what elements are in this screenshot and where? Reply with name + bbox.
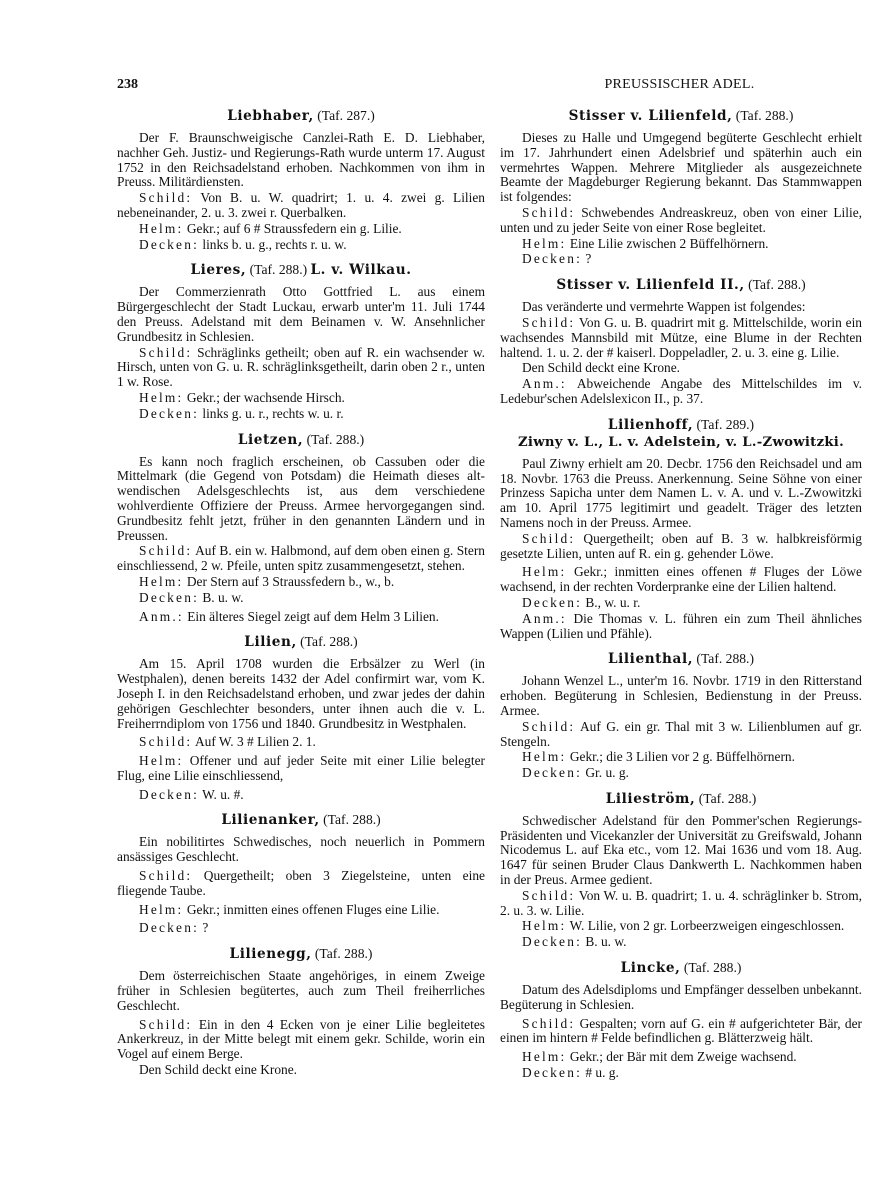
entry-paragraph bbox=[500, 983, 862, 1013]
entry bbox=[117, 811, 485, 936]
entry bbox=[117, 261, 485, 421]
left-column bbox=[117, 103, 485, 1087]
entry-paragraph bbox=[500, 457, 862, 531]
blazon-label: Helm: bbox=[139, 573, 184, 589]
entry-paragraph bbox=[500, 252, 862, 267]
plate-reference: (Taf. 288.) bbox=[323, 812, 381, 828]
entry-heading bbox=[117, 431, 485, 449]
blazon-label: Schild: bbox=[139, 190, 193, 206]
entry-paragraph bbox=[500, 720, 862, 750]
blazon-label: Anm.: bbox=[522, 376, 567, 392]
entry-name: Lilien, bbox=[244, 634, 297, 651]
entry-paragraph bbox=[117, 346, 485, 390]
paragraph-text: Von G. u. B. quadrirt mit g. Mittelschilde, worin ein wachsendes Mannsbild mit Mütze, eine Blume in der Rechten haltend. 1. u. 2. der # kaiserl. Doppeladler, 2. u. 3. eine g. Lilie. bbox=[500, 314, 862, 360]
paragraph-text: Ein älteres Siegel zeigt auf dem Helm 3 Lilien. bbox=[183, 608, 439, 624]
entry-paragraph bbox=[117, 869, 485, 899]
plate-reference: (Taf. 288.) bbox=[249, 262, 308, 278]
entry-paragraph bbox=[117, 969, 485, 1013]
blazon-label: Schild: bbox=[139, 1016, 193, 1032]
page-number: 238 bbox=[117, 77, 138, 92]
blazon-label: Helm: bbox=[522, 749, 567, 765]
paragraph-text: B., w. u. r. bbox=[582, 594, 641, 610]
entry bbox=[117, 633, 485, 802]
blazon-label: Anm.: bbox=[522, 610, 567, 626]
right-column bbox=[500, 103, 862, 1090]
entry-paragraph bbox=[500, 361, 862, 376]
paragraph-text: Gekr.; inmitten eines offenen Fluges eine Lilie. bbox=[183, 901, 440, 917]
paragraph-text: Schwebendes Andreaskreuz, oben von einer Lilie, unten und zu jeder Seite von einer Rose begleitet. bbox=[500, 204, 862, 235]
entry-heading bbox=[500, 276, 862, 294]
entry-name: Lilienegg, bbox=[229, 946, 312, 963]
entry-paragraph bbox=[117, 657, 485, 731]
entry-heading bbox=[117, 633, 485, 651]
entry-name: Lilienhoff, bbox=[607, 416, 694, 433]
entry-paragraph bbox=[500, 131, 862, 205]
blazon-label: Schild: bbox=[522, 718, 576, 734]
plate-reference: (Taf. 288.) bbox=[698, 790, 757, 806]
paragraph-text: Dieses zu Halle und Umgegend begüterte Geschlecht erhielt im 17. Jahrhundert einen Adelsbrief und späterhin auch ein vermehrtes Wappen. Mehrere Mitglieder als ausgezeichnete Beamte der Magdeburger Regierung bekannt. Das Stammwappen ist folgendes: bbox=[500, 130, 862, 205]
entry-paragraph bbox=[500, 1017, 862, 1047]
paragraph-text: B. u. w. bbox=[199, 589, 244, 605]
paragraph-text: Das veränderte und vermehrte Wappen ist folgendes: bbox=[522, 299, 806, 315]
entry-paragraph bbox=[117, 575, 485, 590]
entry-paragraph bbox=[117, 455, 485, 544]
plate-reference: (Taf. 288.) bbox=[748, 277, 806, 293]
blazon-label: Helm: bbox=[522, 918, 567, 934]
plate-reference: (Taf. 289.) bbox=[696, 416, 755, 432]
blazon-label: Decken: bbox=[139, 920, 200, 936]
entry-paragraph bbox=[500, 766, 862, 781]
paragraph-text: ? bbox=[582, 251, 592, 267]
entry-paragraph bbox=[500, 919, 862, 934]
entry-paragraph bbox=[117, 285, 485, 344]
entry-name: Stisser v. Lilienfeld II., bbox=[556, 277, 745, 294]
running-header bbox=[117, 77, 862, 95]
entry bbox=[500, 416, 862, 642]
paragraph-text: Auf W. 3 # Lilien 2. 1. bbox=[192, 734, 316, 750]
paragraph-text: Abweichende Angabe des Mittelschildes im v. Ledebur'schen Adelslexicon II., p. 37. bbox=[500, 376, 862, 406]
entry-name: Lilienthal, bbox=[608, 651, 694, 668]
entry-paragraph bbox=[500, 1066, 862, 1081]
paragraph-text: Quergetheilt; oben auf B. 3 w. halbkreisförmig gesetzte Lilien, unten auf R. ein g. gehender Löwe. bbox=[500, 530, 862, 561]
paragraph-text: Der F. Braunschweigische Canzlei-Rath E. D. Liebhaber, nachher Geh. Justiz- und Regierungs-Rath wurde unterm 17. August 1752 in den Reichsadelstand erhoben. Nachkommen von ihm in Preuss. Militärdiensten. bbox=[117, 130, 485, 190]
blazon-label: Helm: bbox=[139, 753, 184, 769]
paragraph-text: Von B. u. W. quadrirt; 1. u. 4. zwei g. Lilien nebeneinander, 2. u. 3. zwei r. Querbalken. bbox=[117, 190, 485, 220]
paragraph-text: W. Lilie, von 2 gr. Lorbeerzweigen eingeschlossen. bbox=[566, 918, 845, 934]
entry-heading bbox=[500, 416, 862, 451]
entry bbox=[117, 107, 485, 252]
paragraph-text: Auf B. ein w. Halbmond, auf dem oben einen g. Stern einschliessend, 2 w. Pfeile, unten spitz zusammengesetzt, stehen. bbox=[117, 543, 485, 574]
plate-reference: (Taf. 288.) bbox=[696, 651, 754, 667]
entry-paragraph bbox=[500, 237, 862, 252]
paragraph-text: Gekr.; die 3 Lilien vor 2 g. Büffelhörnern. bbox=[566, 749, 795, 765]
entry-heading bbox=[117, 945, 485, 963]
entry-paragraph bbox=[500, 206, 862, 236]
entry-heading bbox=[500, 107, 862, 125]
paragraph-text: Die Thomas v. L. führen ein zum Theil ähnliches Wappen (Lilien und Pfähle). bbox=[500, 610, 862, 641]
paragraph-text: Am 15. April 1708 wurden die Erbsälzer zu Werl (in Westphalen), denen bereits 1432 der Adel confirmirt war, vom K. Joseph I. in den Reichsadelstand erhoben, und zwar jedes der dahin gehörigen Geschlechter besonders, unter ihnen auch die v. L. Freiherrndiplom von 1756 und 1840. Grundbesitz in Westphalen. bbox=[117, 656, 485, 731]
paragraph-text: Der Stern auf 3 Straussfedern b., w., b. bbox=[183, 573, 395, 589]
blazon-label: Schild: bbox=[522, 1015, 576, 1031]
entry-paragraph bbox=[117, 238, 485, 253]
paragraph-text: Johann Wenzel L., unter'm 16. Novbr. 1719 in den Ritterstand erhoben. Begüterung in Schlesien, Bedienstung in der Preuss. Armee. bbox=[500, 673, 862, 718]
paragraph-text: Offener und auf jeder Seite mit einer Lilie belegter Flug, eine Lilie einschliessend, bbox=[117, 753, 485, 783]
entry-paragraph bbox=[117, 222, 485, 237]
paragraph-text: Schräglinks getheilt; oben auf R. ein wachsender w. Hirsch, unten von G. u. R. schräglinksgetheilt, darin oben 2 r., unten 1 w. Rose. bbox=[117, 344, 485, 390]
paragraph-text: Gekr.; auf 6 # Straussfedern ein g. Lilie. bbox=[183, 220, 402, 236]
blazon-label: Helm: bbox=[522, 235, 567, 251]
blazon-label: Helm: bbox=[139, 389, 184, 405]
entry-heading bbox=[117, 261, 485, 279]
blazon-label: Decken: bbox=[139, 786, 200, 802]
plate-reference: (Taf. 288.) bbox=[306, 431, 365, 447]
entry-paragraph bbox=[500, 565, 862, 595]
entry-name: Liebhaber, bbox=[227, 108, 314, 124]
entry-paragraph bbox=[500, 889, 862, 919]
paragraph-text: Gekr.; der Bär mit dem Zweige wachsend. bbox=[566, 1049, 797, 1065]
paragraph-text: ? bbox=[199, 920, 209, 936]
paragraph-text: Eine Lilie zwischen 2 Büffelhörnern. bbox=[566, 235, 769, 251]
entry-name: Lieres, bbox=[190, 262, 247, 279]
entry-paragraph bbox=[500, 750, 862, 765]
paragraph-text: Von W. u. B. quadrirt; 1. u. 4. schräglinker b. Strom, 2. u. 3. w. Lilie. bbox=[500, 887, 862, 918]
entry bbox=[500, 959, 862, 1081]
blazon-label: Anm.: bbox=[139, 608, 184, 624]
entry-paragraph bbox=[500, 377, 862, 407]
entry-paragraph bbox=[117, 1018, 485, 1062]
entry-heading bbox=[117, 811, 485, 829]
paragraph-text: Quergetheilt; oben 3 Ziegelsteine, unten eine fliegende Taube. bbox=[117, 868, 485, 898]
running-title: PREUSSISCHER ADEL. bbox=[604, 77, 755, 92]
entry-paragraph bbox=[500, 935, 862, 950]
blazon-label: Schild: bbox=[522, 530, 576, 546]
paragraph-text: Gekr.; der wachsende Hirsch. bbox=[183, 389, 345, 405]
entry-heading bbox=[500, 650, 862, 668]
blazon-label: Helm: bbox=[139, 220, 184, 236]
entry-paragraph bbox=[117, 1063, 485, 1078]
entry-paragraph bbox=[117, 191, 485, 221]
blazon-label: Decken: bbox=[522, 934, 583, 950]
paragraph-text: links b. u. g., rechts r. u. w. bbox=[199, 236, 347, 252]
blazon-label: Schild: bbox=[522, 204, 576, 220]
blazon-label: Helm: bbox=[139, 901, 184, 917]
entry-paragraph bbox=[500, 532, 862, 562]
blazon-label: Decken: bbox=[522, 594, 583, 610]
blazon-label: Decken: bbox=[522, 251, 583, 267]
entry-paragraph bbox=[117, 835, 485, 865]
paragraph-text: Auf G. ein gr. Thal mit 3 w. Lilienblumen auf gr. Stengeln. bbox=[500, 718, 862, 749]
entry bbox=[500, 276, 862, 407]
entry-paragraph bbox=[117, 903, 485, 918]
entry-paragraph bbox=[500, 674, 862, 718]
entry-paragraph bbox=[500, 596, 862, 611]
entry-paragraph bbox=[500, 814, 862, 888]
entry-paragraph bbox=[500, 316, 862, 360]
blazon-label: Schild: bbox=[139, 543, 193, 559]
entry-paragraph bbox=[117, 735, 485, 750]
paragraph-text: Schwedischer Adelstand für den Pommer'schen Regierungs-Präsidenten und Vicekanzler der Universität zu Greifswald, Johann Nicodemus L. auf Eka etc., vom 12. Mai 1636 und vom 18. Aug. 1647 für seinen Bruder Claus Dankwerth L. Nachkommen haben in der Preus. Armee gedient. bbox=[500, 812, 862, 888]
blazon-label: Schild: bbox=[522, 314, 576, 330]
blazon-label: Schild: bbox=[522, 887, 576, 903]
blazon-label: Decken: bbox=[522, 1065, 583, 1081]
entry-paragraph bbox=[117, 610, 485, 625]
blazon-label: Decken: bbox=[522, 765, 583, 781]
entry-paragraph bbox=[117, 131, 485, 190]
blazon-label: Schild: bbox=[139, 868, 193, 884]
paragraph-text: W. u. #. bbox=[199, 786, 244, 802]
entry-name: Lilienanker, bbox=[221, 812, 320, 829]
paragraph-text: Es kann noch fraglich erscheinen, ob Cassuben oder die Mittelmark (die Gegend von Potsdam) die Heimath dieses alt-wendischen Adelsgeschlechts ist, aus dem verschiedene wohlverdiente Offiziere der Preuss. Armee hervorgegangen sind. Grundbesitz fehlt jetzt, früher in den genannten Ländern und in Preussen. bbox=[117, 453, 485, 543]
paragraph-text: B. u. w. bbox=[582, 934, 627, 950]
entry bbox=[500, 790, 862, 950]
blazon-label: Decken: bbox=[139, 405, 200, 421]
entry-heading bbox=[117, 107, 485, 125]
entry bbox=[117, 431, 485, 625]
blazon-label: Schild: bbox=[139, 734, 193, 750]
paragraph-text: Gekr.; inmitten eines offenen # Fluges der Löwe wachsend, in der rechten Vorderpranke eine der Lilien haltend. bbox=[500, 564, 862, 595]
entry-paragraph bbox=[117, 591, 485, 606]
blazon-label: Decken: bbox=[139, 236, 200, 252]
paragraph-text: Der Commerzienrath Otto Gottfried L. aus einem Bürgergeschlecht der Stadt Luckau, erwarb unter'm 11. Juli 1744 den Preuss. Adelstand mit dem Beinamen v. W. Ansehnlicher Grundbesitz in Schlesien. bbox=[117, 284, 485, 344]
blazon-label: Schild: bbox=[139, 344, 193, 360]
entry-name: Stisser v. Lilienfeld, bbox=[568, 108, 733, 124]
entry-paragraph bbox=[500, 612, 862, 642]
entry-paragraph bbox=[117, 788, 485, 803]
entry-heading bbox=[500, 790, 862, 808]
blazon-label: Decken: bbox=[139, 589, 200, 605]
entry bbox=[117, 945, 485, 1078]
paragraph-text: Datum des Adelsdiploms und Empfänger desselben unbekannt. Begüterung in Schlesien. bbox=[500, 982, 862, 1012]
paragraph-text: Ein nobilitirtes Schwedisches, noch neuerlich in Pommern ansässiges Geschlecht. bbox=[117, 834, 485, 865]
plate-reference: (Taf. 288.) bbox=[300, 634, 358, 650]
entry-subtitle: Ziwny v. L., L. v. Adelstein, v. L.-Zwowitzki. bbox=[517, 434, 844, 450]
blazon-label: Helm: bbox=[522, 1049, 567, 1065]
entry-paragraph bbox=[117, 921, 485, 936]
paragraph-text: # u. g. bbox=[582, 1065, 619, 1081]
entry-paragraph bbox=[500, 300, 862, 315]
entry-name: Lilieström, bbox=[605, 790, 696, 807]
plate-reference: (Taf. 287.) bbox=[317, 108, 375, 123]
paragraph-text: Dem österreichischen Staate angehöriges, in einem Zweige früher in Schlesien begütertes, auch zum Theil freiherrliches Geschlecht. bbox=[117, 968, 485, 1013]
paragraph-text: Den Schild deckt eine Krone. bbox=[139, 1062, 298, 1078]
blazon-label: Helm: bbox=[522, 564, 567, 580]
paragraph-text: Den Schild deckt eine Krone. bbox=[522, 360, 681, 376]
paragraph-text: Gespalten; vorn auf G. ein # aufgerichteter Bär, der einen im hintern # Felde befindlichen g. Blätterzweig hält. bbox=[500, 1015, 862, 1046]
entry bbox=[500, 650, 862, 781]
entry-name-suffix: L. v. Wilkau. bbox=[310, 262, 412, 279]
paragraph-text: Gr. u. g. bbox=[582, 765, 629, 781]
entry-paragraph bbox=[500, 1050, 862, 1065]
plate-reference: (Taf. 288.) bbox=[683, 960, 742, 976]
entry-paragraph bbox=[117, 754, 485, 784]
entry bbox=[500, 107, 862, 267]
plate-reference: (Taf. 288.) bbox=[314, 946, 373, 962]
entry-heading bbox=[500, 959, 862, 977]
entry-name: Lincke, bbox=[620, 960, 681, 977]
entry-name: Lietzen, bbox=[237, 431, 304, 448]
entry-paragraph bbox=[117, 544, 485, 574]
entry-paragraph bbox=[117, 407, 485, 422]
plate-reference: (Taf. 288.) bbox=[735, 108, 794, 123]
entry-paragraph bbox=[117, 391, 485, 406]
paragraph-text: Paul Ziwny erhielt am 20. Decbr. 1756 den Reichsadel und am 18. Novbr. 1763 die Preuss. Anerkennung. Seine Söhne von einer Prinzess Sapicha unter dem Namen L. v. A. und v. L.-Zwowitzki am 10. April 1775 legitimirt und geadelt. Träger des letzten Namens noch in der Preuss. Armee. bbox=[500, 455, 862, 530]
paragraph-text: Ein in den 4 Ecken von je einer Lilie begleitetes Ankerkreuz, in der Mitte belegt mit einem gekr. Schilde, worin ein Vogel auf einem Berge. bbox=[117, 1016, 485, 1062]
paragraph-text: links g. u. r., rechts w. u. r. bbox=[199, 405, 344, 421]
